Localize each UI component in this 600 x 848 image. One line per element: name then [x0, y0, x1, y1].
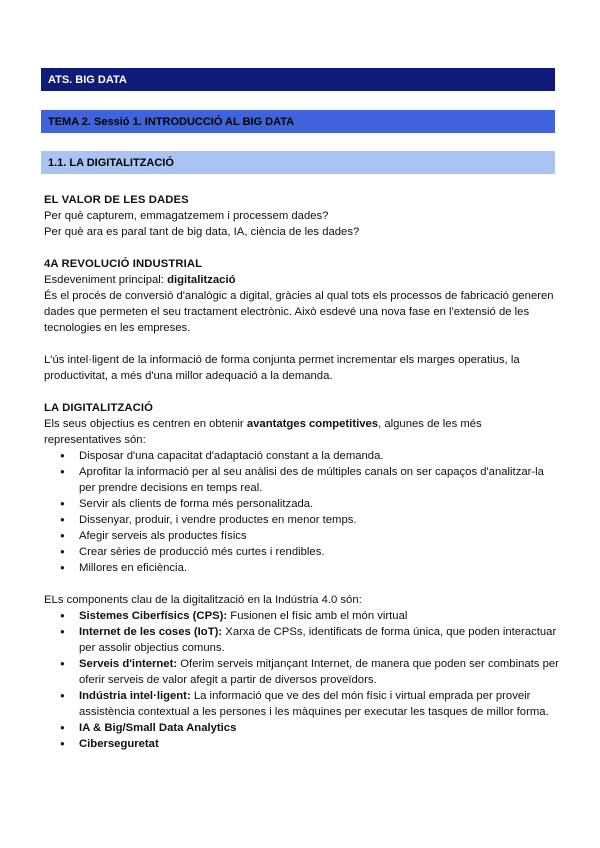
revolucio-paragraph-1: És el procés de conversió d'analògic a digital, gràcies al qual tots els processos de fabricació generen dades que permeten el seu tractament electrònic. Això esdevé una nova fase en l'extensió de les tecnologies en les empreses. [44, 290, 554, 334]
component-term: Indústria intel·ligent: [79, 690, 191, 702]
digitalitzacio-intro-prefix: Els seus objectius es centren en obtenir [44, 418, 247, 430]
list-item [79, 688, 559, 720]
revolucio-event [44, 272, 559, 288]
list-item: ● Aprofitar la informació per al seu anàlisi des de múltiples canals on ser capaços d'analitzar-la per prendre decisions en temps real. [79, 464, 559, 496]
list-item [79, 608, 559, 624]
list-item: ● Disposar d'una capacitat d'adaptació constant a la demanda. [79, 448, 559, 464]
component-desc: Fusionen el físic amb el món virtual [227, 610, 408, 622]
component-term: Sistemes Ciberfísics (CPS): [79, 610, 228, 622]
list-item: ● Servir als clients de forma més personalitzada. [79, 496, 559, 512]
digitalitzacio-intro [44, 416, 559, 448]
section-header-bar [41, 151, 555, 174]
list-item: ● Crear sèries de producció més curtes i rendibles. [79, 544, 559, 560]
section-title: 1.1. LA DIGITALITZACIÓ [48, 156, 174, 169]
course-title: ATS. BIG DATA [48, 73, 127, 86]
list-item [79, 720, 559, 736]
list-item: ● Dissenyar, produir, i vendre productes en menor temps. [79, 512, 559, 528]
list-item [79, 736, 559, 752]
list-item [79, 656, 559, 688]
revolucio-event-bold: digitalització [167, 274, 236, 286]
valor-question-1: Per què capturem, emmagatzemem i processem dades? [44, 210, 329, 222]
components-list [44, 608, 559, 752]
revolucio-event-prefix: Esdeveniment principal: [44, 274, 168, 286]
valor-heading: EL VALOR DE LES DADES [44, 194, 189, 206]
component-desc: Xarxa de CPSs, identificats de forma única, que poden interactuar per assolir objectius comuns. [79, 626, 557, 654]
list-item: ● Millores en eficiència. [79, 560, 559, 576]
valor-question-2: Per què ara es paral tant de big data, IA, ciència de les dades? [44, 226, 360, 238]
list-item [79, 624, 559, 656]
revolucio-heading: 4A REVOLUCIÓ INDUSTRIAL [44, 258, 203, 270]
list-item: ● Afegir serveis als productes físics [79, 528, 559, 544]
component-term: Serveis d'internet: [79, 658, 178, 670]
document-body [44, 192, 559, 752]
component-term: Internet de les coses (IoT): [79, 626, 223, 638]
component-desc: La informació que ve des del món físic i virtual emprada per proveir assistència contextual a les persones i les màquines per executar les tasques de millor forma. [79, 690, 549, 718]
objectives-list [44, 448, 559, 576]
digitalitzacio-heading: LA DIGITALITZACIÓ [44, 402, 154, 414]
revolucio-paragraph-2: L'ús intel·ligent de la informació de forma conjunta permet incrementar els marges operatius, la productivitat, a més d'una millor adequació a la demanda. [44, 354, 520, 382]
digitalitzacio-intro-suffix: , algunes de les més representatives són: [44, 418, 482, 446]
components-intro: ELs components clau de la digitalització en la Indústria 4.0 són: [44, 594, 362, 606]
digitalitzacio-intro-bold: avantatges competitives [246, 418, 379, 430]
topic-title: TEMA 2. Sessió 1. INTRODUCCIÓ AL BIG DATA [48, 115, 295, 128]
component-term: IA & Big/Small Data Analytics [79, 722, 237, 734]
component-term: Ciberseguretat [79, 738, 159, 750]
course-header-bar [41, 68, 555, 91]
component-desc: Oferim serveis mitjançant Internet, de manera que poden ser combinats per oferir serveis de valor afegit a partir de diversos proveïdors. [79, 658, 559, 686]
topic-header-bar [41, 110, 555, 133]
